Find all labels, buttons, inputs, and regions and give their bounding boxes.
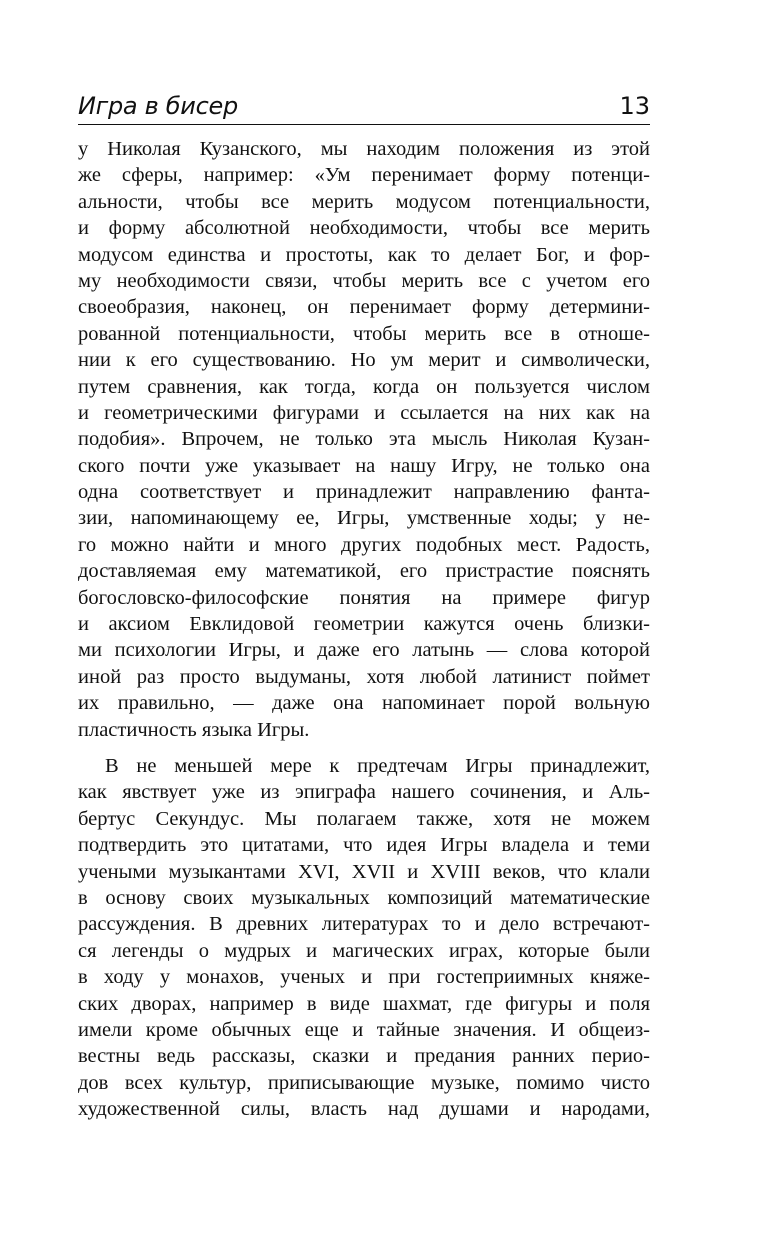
text-line: ского почти уже указывает на нашу Игру, не только она bbox=[78, 454, 650, 477]
text-line: ми психологии Игры, и даже его латынь — слова которой bbox=[78, 639, 650, 662]
text-line: в ходу у монахов, ученых и при гостеприимных княже- bbox=[78, 966, 650, 989]
page-number: 13 bbox=[619, 92, 650, 120]
book-page bbox=[78, 90, 650, 1122]
text-line: рованной потенциальности, чтобы мерить все в отноше- bbox=[78, 322, 650, 345]
text-line: подобия». Впрочем, не только эта мысль Николая Кузан- bbox=[78, 428, 650, 451]
running-header bbox=[78, 90, 650, 125]
text-line: В не меньшей мере к предтечам Игры принадлежит, bbox=[105, 754, 650, 777]
text-line: имели кроме обычных еще и тайные значения. И общеиз- bbox=[78, 1018, 650, 1041]
text-line: дов всех культур, приписывающие музыке, помимо чисто bbox=[78, 1071, 650, 1094]
text-line: му необходимости связи, чтобы мерить все с учетом его bbox=[78, 269, 650, 292]
text-line: подтвердить это цитатами, что идея Игры владела и теми bbox=[78, 834, 650, 857]
text-line: бертус Секундус. Мы полагаем также, хотя не можем bbox=[78, 807, 650, 830]
text-line: иной раз просто выдуманы, хотя любой латинист поймет bbox=[78, 665, 650, 688]
text-line: у Николая Кузанского, мы находим положения из этой bbox=[78, 138, 650, 160]
text-line: го можно найти и много других подобных мест. Радость, bbox=[78, 533, 650, 556]
text-line: и форму абсолютной необходимости, чтобы все мерить bbox=[78, 217, 650, 240]
text-line: как явствует уже из эпиграфа нашего сочинения, и Аль- bbox=[78, 781, 650, 804]
text-line: зии, напоминающему ее, Игры, умственные ходы; у не- bbox=[78, 507, 650, 530]
body-text bbox=[78, 136, 650, 1122]
text-line: путем сравнения, как тогда, когда он пользуется числом bbox=[78, 375, 650, 398]
text-line: рассуждения. В древних литературах то и дело встречают- bbox=[78, 913, 650, 936]
text-line: своеобразия, наконец, он перенимает форму детермини- bbox=[78, 296, 650, 319]
text-line: учеными музыкантами XVI, XVII и XVIII веков, что клали bbox=[78, 860, 650, 883]
text-line: же сферы, например: «Ум перенимает форму потенци- bbox=[78, 164, 650, 187]
paragraph bbox=[78, 753, 650, 1122]
paragraph bbox=[78, 136, 650, 743]
text-line: пластичность языка Игры. bbox=[78, 718, 310, 741]
text-line: и аксиом Евклидовой геометрии кажутся очень близки- bbox=[78, 613, 650, 636]
paragraph-gap bbox=[78, 743, 650, 753]
text-line: нии к его существованию. Но ум мерит и символически, bbox=[78, 349, 650, 372]
book-title: Игра в бисер bbox=[78, 92, 238, 120]
text-line: художественной силы, власть над душами и народами, bbox=[78, 1098, 650, 1121]
text-line: доставляемая ему математикой, его пристрастие пояснять bbox=[78, 560, 650, 583]
text-line: их правильно, — даже она напоминает порой вольную bbox=[78, 692, 650, 715]
text-line: и геометрическими фигурами и ссылается на них как на bbox=[78, 401, 650, 424]
text-line: одна соответствует и принадлежит направлению фанта- bbox=[78, 481, 650, 504]
text-line: альности, чтобы все мерить модусом потенциальности, bbox=[78, 190, 650, 213]
text-line: в основу своих музыкальных композиций математические bbox=[78, 886, 650, 909]
text-line: ских дворах, например в виде шахмат, где фигуры и поля bbox=[78, 992, 650, 1015]
text-line: модусом единства и простоты, как то делает Бог, и фор- bbox=[78, 243, 650, 266]
text-line: вестны ведь рассказы, сказки и предания ранних перио- bbox=[78, 1045, 650, 1068]
text-line: ся легенды о мудрых и магических играх, которые были bbox=[78, 939, 650, 962]
text-line: богословско-философские понятия на примере фигур bbox=[78, 586, 650, 609]
